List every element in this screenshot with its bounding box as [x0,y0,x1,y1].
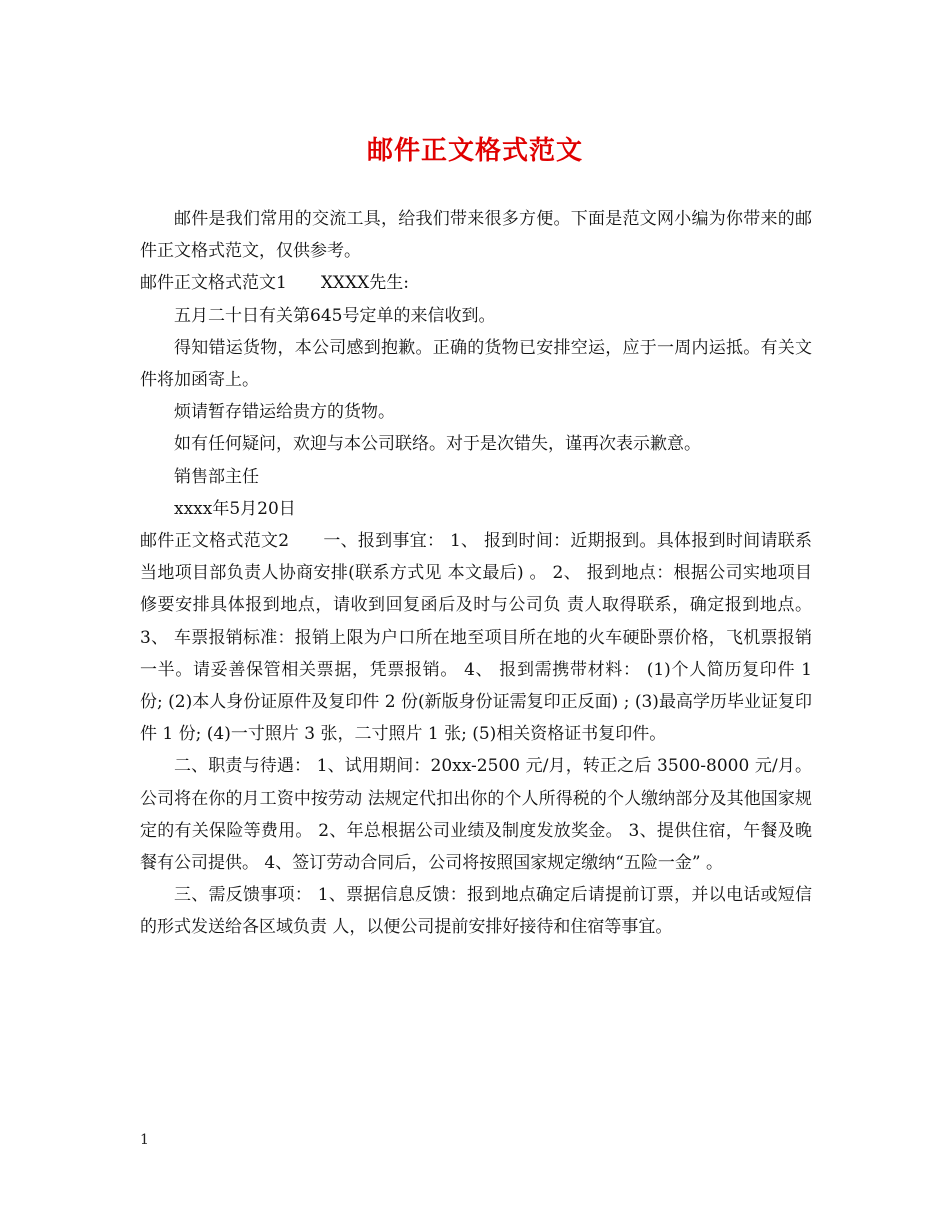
feedback-paragraph: 三、需反馈事项： 1、票据信息反馈：报到地点确定后请提前订票，并以电话或短信的形式发送给各区域负责 人，以便公司提前安排好接待和住宿等事宜。 [140,885,812,938]
letter-paragraph: 烦请暂存错运给贵方的货物。 [174,402,395,423]
document-title: 邮件正文格式范文 [366,136,583,166]
page-number: 1 [140,1132,149,1148]
sample-1-heading: 邮件正文格式范文1 [140,273,287,294]
signature-title: 销售部主任 [174,466,259,487]
letter-paragraph: 得知错运货物，本公司感到抱歉。正确的货物已安排空运，应于一周内运抵。有关文件将加函寄上。 [140,337,812,391]
letter-paragraph: 五月二十日有关第645号定单的来信收到。 [174,305,496,326]
sample-1-paragraph [140,267,812,299]
letter-paragraph: 如有任何疑问，欢迎与本公司联络。对于是次错失，谨再次表示歉意。 [174,434,701,455]
sample-2-text: 一、报到事宜： 1、 报到时间：近期报到。具体报到时间请联系当地项目部负责人协商安排(联系方式见 本文最后) 。 2、 报到地点：根据公司实地项目修要安排具体报到地点，请收到回复函后及时与公司负 责人取得联系，确定报到地点。 3、 车票报销标准：报销上限为户口所在地至项目所在地的火车硬卧票价格，飞机票报销 一半。请妥善保管相关票据，凭票报销。 4、 报到需携带材料： (1)个人简历复印件 1 份; (2)本人身份证原件及复印件 2 份(新版身份证需复印正反面) ; (3)最高学历毕业证复印件 1 份; (4)一寸照片 3 张，二寸照片 1 张; (5)相关资格证书复印件。 [140,531,812,745]
sample-2-heading: 邮件正文格式范文2 [140,531,290,552]
sample-2-paragraph [140,525,812,750]
intro-paragraph: 邮件是我们常用的交流工具，给我们带来很多方便。下面是范文网小编为你带来的邮件正文格式范文，仅供参考。 [140,209,812,262]
duties-paragraph: 二、职责与待遇： 1、试用期间：20xx-2500 元/月，转正之后 3500-8000 元/月。公司将在你的月工资中按劳动 法规定代扣出你的个人所得税的个人缴纳部分及其他国家规定的有关保险等费用。 2、年总根据公司业绩及制度发放奖金。 3、提供住宿，午餐及晚餐有公司提供。 4、签订劳动合同后，公司将按照国家规定缴纳“五险一金” 。 [140,756,812,874]
document-body [140,203,812,944]
salutation: XXXX先生: [320,273,409,294]
signature-date: xxxx年5月20日 [174,498,296,519]
